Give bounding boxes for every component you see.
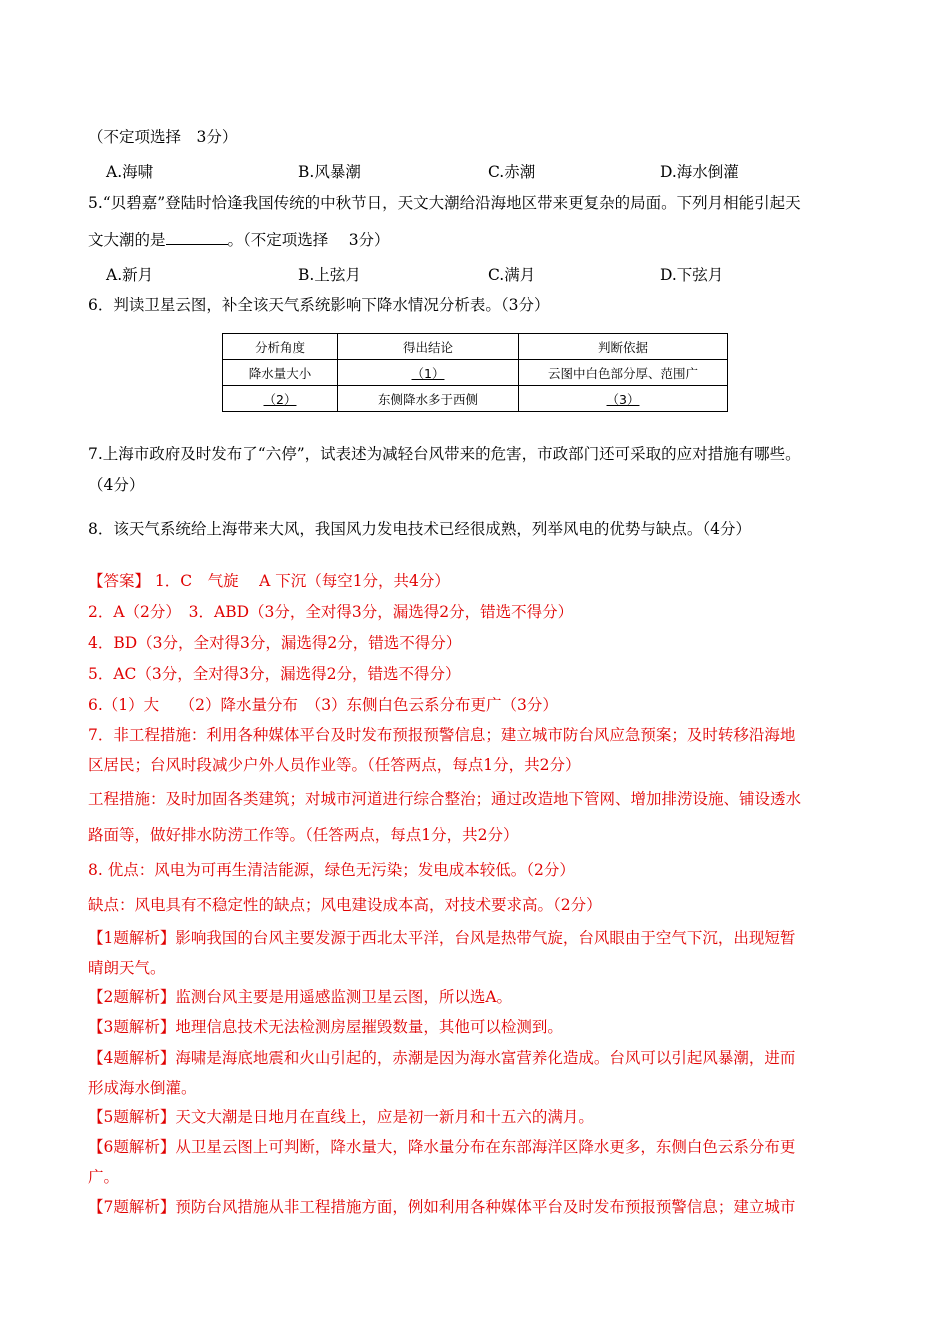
analysis-table	[222, 333, 728, 412]
analysis-line: 【2题解析】监测台风主要是用遥感监测卫星云图，所以选A。	[88, 988, 513, 1006]
table-cell: 东侧降水多于西侧	[338, 386, 519, 412]
answer-line: 区居民；台风时段减少户外人员作业等。（任答两点，每点1分，共2分）	[88, 756, 581, 774]
q4-note: （不定项选择 3分）	[88, 128, 238, 146]
table-header-cell: 得出结论	[338, 334, 519, 360]
table-cell	[519, 386, 728, 412]
q5-answer-blank	[166, 230, 228, 245]
analysis-line: 【5题解析】天文大潮是日地月在直线上，应是初一新月和十五六的满月。	[88, 1108, 594, 1126]
q5-line2-pre: 文大潮的是	[88, 231, 166, 249]
blank-3: （3）	[606, 391, 640, 407]
answer-line: 【答案】 1．C 气旋 A 下沉（每空1分，共4分）	[88, 572, 450, 590]
table-header-row	[223, 334, 728, 360]
table-cell	[338, 360, 519, 386]
table-header-cell: 分析角度	[223, 334, 338, 360]
q4-option-d: D.海水倒灌	[660, 163, 739, 181]
answer-line: 路面等，做好排水防涝工作等。（任答两点，每点1分，共2分）	[88, 826, 519, 844]
q5-line1: 5.“贝碧嘉”登陆时恰逢我国传统的中秋节日，天文大潮给沿海地区带来更复杂的局面。下列月相能引起天	[88, 194, 801, 212]
q4-option-c: C.赤潮	[488, 163, 536, 181]
answer-line: 8. 优点：风电为可再生清洁能源，绿色无污染；发电成本较低。（2分）	[88, 861, 575, 879]
q6-text: 6．判读卫星云图，补全该天气系统影响下降水情况分析表。（3分）	[88, 296, 550, 314]
q5-line2	[88, 229, 864, 251]
analysis-line: 形成海水倒灌。	[88, 1079, 197, 1097]
q5-option-a: A.新月	[106, 266, 154, 284]
q4-option-b: B.风暴潮	[298, 163, 361, 181]
analysis-line: 广。	[88, 1168, 120, 1186]
table-row	[223, 360, 728, 386]
answer-line: 7．非工程措施：利用各种媒体平台及时发布预报预警信息；建立城市防台风应急预案；及时转移沿海地	[88, 726, 796, 744]
q4-option-a: A.海啸	[106, 163, 154, 181]
analysis-line: 【6题解析】从卫星云图上可判断，降水量大，降水量分布在东部海洋区降水更多，东侧白色云系分布更	[88, 1138, 796, 1156]
analysis-line: 晴朗天气。	[88, 959, 166, 977]
q7-line1: 7.上海市政府及时发布了“六停”，试表述为减轻台风带来的危害，市政部门还可采取的应对措施有哪些。	[88, 445, 801, 463]
q5-option-c: C.满月	[488, 266, 536, 284]
answer-line: 4．BD（3分，全对得3分，漏选得2分，错选不得分）	[88, 634, 462, 652]
answer-line: 6.（1）大 （2）降水量分布 （3）东侧白色云系分布更广（3分）	[88, 696, 558, 714]
analysis-line: 【7题解析】预防台风措施从非工程措施方面，例如利用各种媒体平台及时发布预报预警信息；建立城市	[88, 1198, 796, 1216]
blank-1: （1）	[411, 365, 445, 381]
analysis-line: 【4题解析】海啸是海底地震和火山引起的，赤潮是因为海水富营养化造成。台风可以引起风暴潮，进而	[88, 1049, 796, 1067]
answer-line: 2．A（2分） 3．ABD（3分，全对得3分，漏选得2分，错选不得分）	[88, 603, 574, 621]
analysis-line: 【1题解析】影响我国的台风主要发源于西北太平洋，台风是热带气旋，台风眼由于空气下沉，出现短暂	[88, 929, 796, 947]
table-header-cell: 判断依据	[519, 334, 728, 360]
q8-text: 8．该天气系统给上海带来大风，我国风力发电技术已经很成熟，列举风电的优势与缺点。（4分）	[88, 520, 751, 538]
answer-line: 工程措施：及时加固各类建筑；对城市河道进行综合整治；通过改造地下管网、增加排涝设施、铺设透水	[88, 790, 802, 808]
q5-option-b: B.上弦月	[298, 266, 361, 284]
answer-line: 5．AC（3分，全对得3分，漏选得2分，错选不得分）	[88, 665, 461, 683]
q7-line2: （4分）	[88, 476, 145, 494]
answer-line: 缺点：风电具有不稳定性的缺点；风电建设成本高，对技术要求高。（2分）	[88, 896, 602, 914]
analysis-line: 【3题解析】地理信息技术无法检测房屋摧毁数量，其他可以检测到。	[88, 1018, 563, 1036]
table-cell: 云图中白色部分厚、范围广	[519, 360, 728, 386]
q5-line2-post: 。（不定项选择 3分）	[227, 231, 390, 249]
table-row	[223, 386, 728, 412]
q5-option-d: D.下弦月	[660, 266, 724, 284]
table-cell	[223, 386, 338, 412]
table-cell: 降水量大小	[223, 360, 338, 386]
blank-2: （2）	[263, 391, 297, 407]
